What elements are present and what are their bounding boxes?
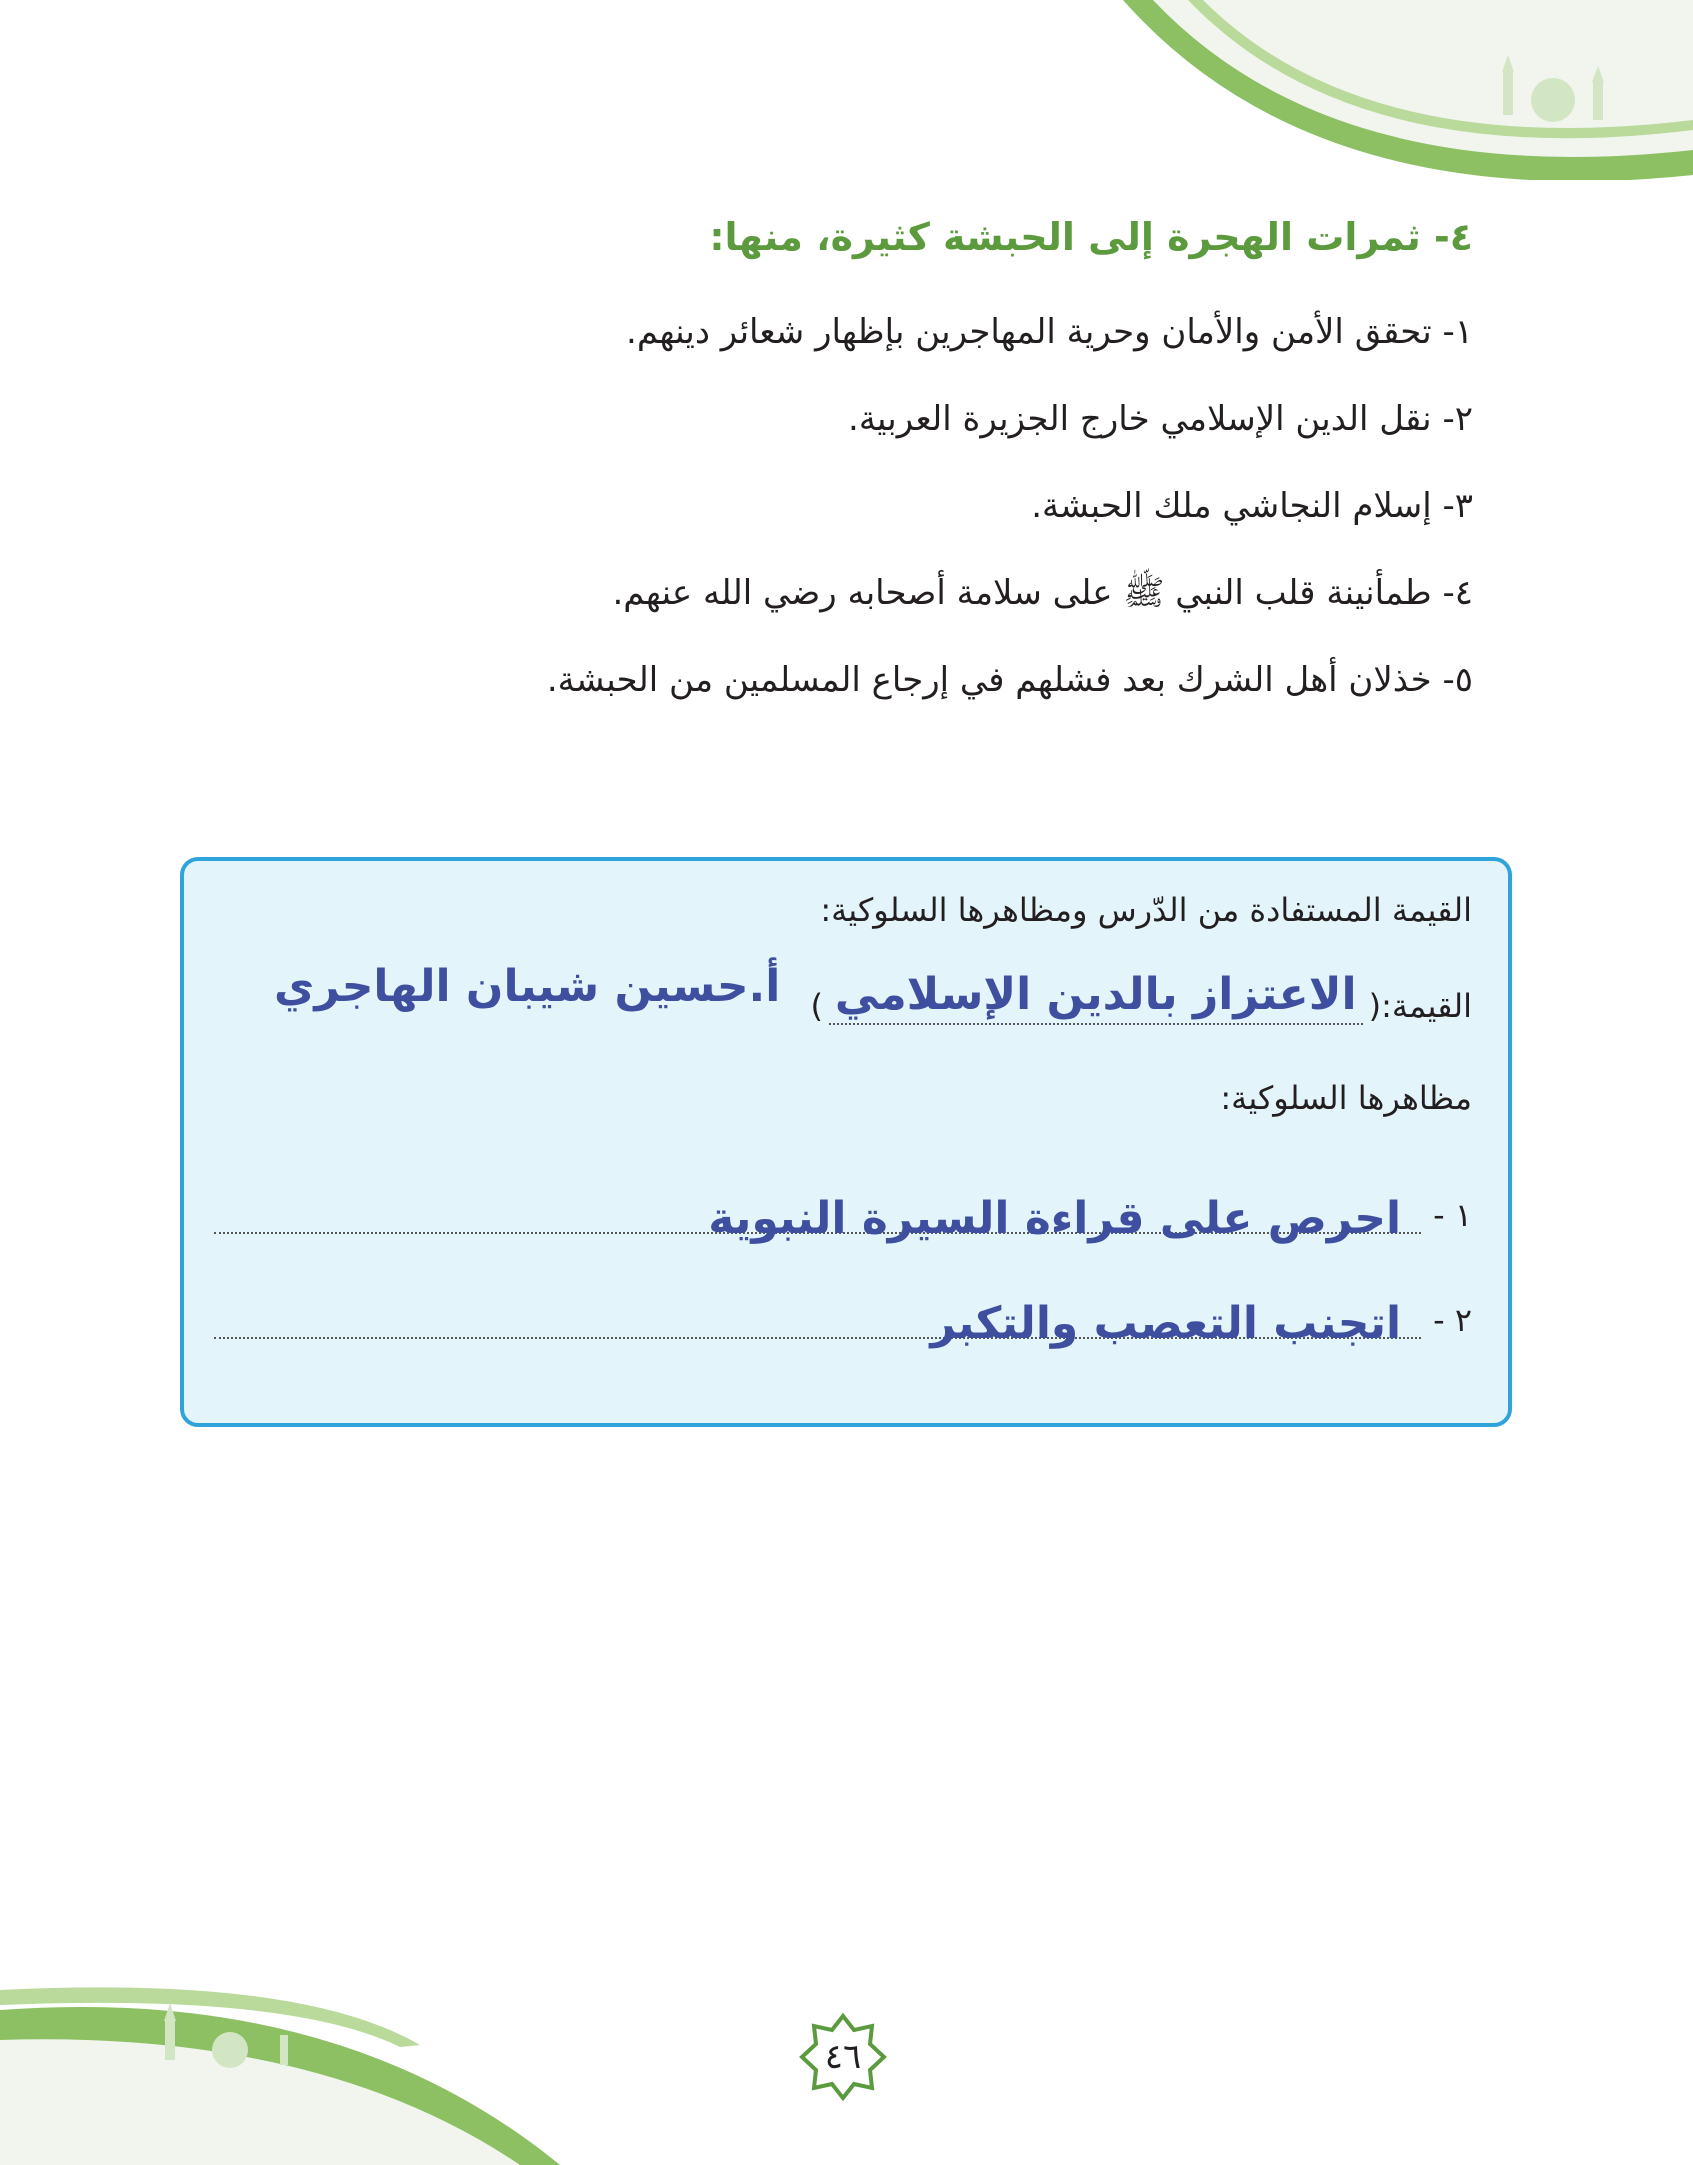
page-number: ٤٦ <box>824 2037 862 2077</box>
list-item: ٣- إسلام النجاشي ملك الحبشة. <box>1031 486 1473 526</box>
behaviors-label: مظاهرها السلوكية: <box>1220 1079 1472 1117</box>
behavior-row <box>214 1166 1472 1245</box>
teacher-name: أ.حسين شيبان الهاجري <box>274 961 781 1012</box>
bottom-decoration <box>0 1975 560 2165</box>
value-row <box>810 971 1472 1025</box>
list-item: ٤- طمأنينة قلب النبي ﷺ على سلامة أصحابه رضي الله عنهم. <box>612 573 1473 613</box>
value-label: القيمة: <box>1381 987 1472 1026</box>
behavior-answer: اتجنب التعصب والتكبر <box>930 1298 1402 1350</box>
fruits-list <box>223 305 1473 740</box>
box-title: القيمة المستفادة من الدّرس ومظاهرها السلوكية: <box>820 891 1472 929</box>
behavior-number: ١ - <box>1433 1196 1472 1234</box>
value-answer-field[interactable]: الاعتزاز بالدين الإسلامي <box>829 971 1363 1025</box>
behavior-answer: احرص على قراءة السيرة النبوية <box>708 1193 1402 1245</box>
page-number-badge <box>798 2012 888 2102</box>
behavior-number: ٢ - <box>1433 1301 1472 1339</box>
behavior-answer-field[interactable] <box>214 1271 1421 1350</box>
section-heading: ٤- ثمرات الهجرة إلى الحبشة كثيرة، منها: <box>709 215 1473 259</box>
behavior-answer-field[interactable] <box>214 1166 1421 1245</box>
behavior-row <box>214 1271 1472 1350</box>
list-item: ٥- خذلان أهل الشرك بعد فشلهم في إرجاع المسلمين من الحبشة. <box>546 660 1473 700</box>
list-item: ٢- نقل الدين الإسلامي خارج الجزيرة العربية. <box>848 399 1473 439</box>
list-item: ١- تحقق الأمن والأمان وحرية المهاجرين بإظهار شعائر دينهم. <box>626 312 1473 352</box>
lesson-value-box <box>180 857 1512 1427</box>
paren-close: ) <box>810 987 823 1026</box>
paren-open: ( <box>1368 987 1382 1026</box>
top-decoration <box>1073 0 1693 180</box>
